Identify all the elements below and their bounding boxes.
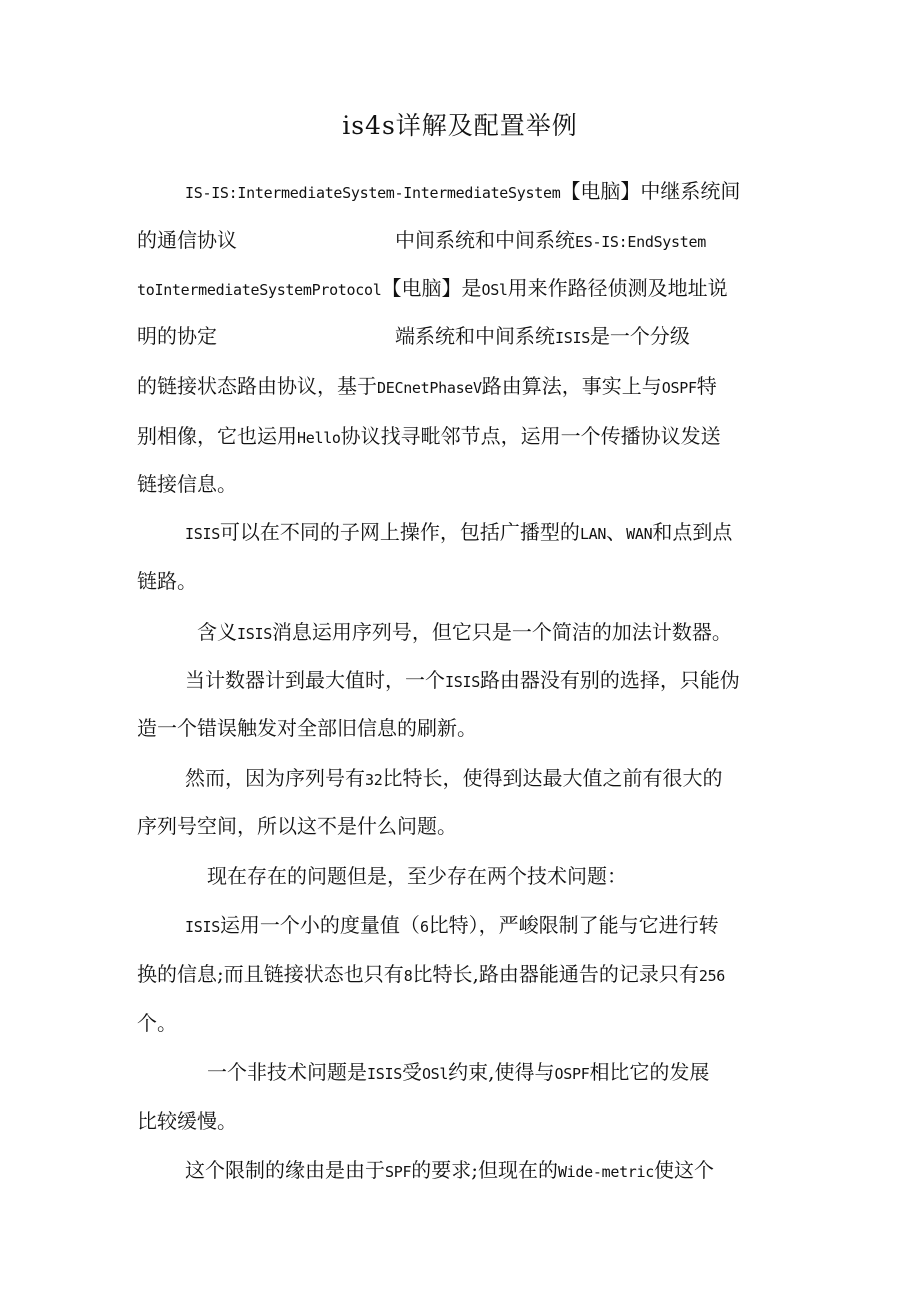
body-text: 一个非技术问题是 [207, 1060, 367, 1084]
paragraph-line [137, 469, 787, 499]
term-text: ISIS [367, 1065, 402, 1083]
body-text: 用来作路径侦测及地址说 [507, 276, 728, 300]
paragraph-line [137, 811, 787, 841]
body-text: 的链接状态路由协议，基于 [137, 374, 377, 398]
body-text: 运用一个小的度量值（ [219, 913, 420, 937]
paragraph-line [137, 713, 787, 743]
paragraph-line [137, 1008, 787, 1038]
term-text: ISIS [185, 525, 220, 543]
body-text: 【电脑】中继系统间 [560, 179, 741, 203]
body-text: 链路。 [137, 569, 197, 593]
term-text: Wide-metric [557, 1163, 654, 1181]
term-text: 8 [403, 967, 413, 985]
term-text: 6 [419, 918, 429, 936]
body-text: 消息运用序列号，但它只是一个简洁的加法计数器。 [271, 620, 732, 644]
paragraph-line [137, 371, 787, 401]
body-text: 受 [401, 1060, 422, 1084]
term-text: OSl [421, 1065, 449, 1083]
body-text: 的通信协议 [137, 228, 237, 252]
paragraph-line [185, 763, 787, 793]
body-text: 使这个 [654, 1158, 714, 1182]
paragraph-line [137, 421, 787, 451]
paragraph-line [185, 665, 787, 695]
body-text: 比较缓慢。 [137, 1109, 237, 1133]
paragraph-line [137, 273, 787, 303]
document-title: is4s详解及配置举例 [342, 111, 578, 140]
paragraph-line [207, 1057, 787, 1087]
term-text: Hello [297, 429, 341, 447]
body-text: 链接信息。 [137, 472, 237, 496]
paragraph-line [185, 1155, 787, 1185]
body-text: 这个限制的缘由是由于 [185, 1158, 385, 1182]
body-text: 约束,使得与 [448, 1060, 555, 1084]
paragraph-line [207, 861, 787, 891]
body-text: 个。 [137, 1011, 177, 1035]
body-text: 的要求;但现在的 [411, 1158, 558, 1182]
body-text: 当计数器计到最大值时，一个 [185, 668, 445, 692]
body-text: 路由器没有别的选择，只能伪 [479, 668, 740, 692]
body-text: 别相像，它也运用 [137, 424, 297, 448]
line-right-segment [395, 225, 706, 255]
body-text: 造一个错误触发对全部旧信息的刷新。 [137, 716, 477, 740]
term-text: ES-IS:EndSystem [575, 233, 706, 251]
body-text: 端系统和中间系统 [395, 324, 555, 348]
body-text: 和点到点 [652, 520, 733, 544]
term-text: SPF [385, 1163, 412, 1181]
term-text: LAN [579, 525, 607, 543]
paragraph-line [185, 176, 787, 206]
term-text: DECnetPhaseV [377, 379, 482, 397]
term-text: 256 [698, 967, 726, 985]
paragraph-line [185, 910, 787, 940]
paragraph-line [197, 617, 797, 647]
body-text: 相比它的发展 [589, 1060, 710, 1084]
body-text: 是一个分级 [589, 324, 690, 348]
paragraph-line [137, 959, 787, 989]
body-text: 【电脑】是 [381, 276, 482, 300]
term-text: 32 [365, 771, 383, 789]
body-text: 路由算法，事实上与 [481, 374, 662, 398]
term-text: toIntermediateSystemProtocol [137, 281, 382, 299]
paragraph-line [137, 321, 787, 351]
body-text: 换的信息;而且链接状态也只有 [137, 962, 404, 986]
paragraph-line [185, 517, 787, 547]
term-text: ISIS [445, 673, 480, 691]
term-text: ISIS [185, 918, 220, 936]
paragraph-line [137, 566, 787, 596]
line-right-segment [395, 321, 690, 351]
body-text: 含义 [197, 620, 237, 644]
term-text: OSPF [554, 1065, 590, 1083]
term-text: ISIS [237, 625, 272, 643]
paragraph-line [137, 1106, 787, 1136]
body-text: 比特），严峻限制了能与它进行转 [428, 913, 719, 937]
body-text: 序列号空间，所以这不是什么问题。 [137, 814, 457, 838]
body-text: 可以在不同的子网上操作，包括广播型的 [219, 520, 580, 544]
term-text: WAN [626, 525, 653, 543]
body-text: 中间系统和中间系统 [395, 228, 575, 252]
body-text: 、 [606, 520, 627, 544]
term-text: ISIS [555, 329, 590, 347]
paragraph-line [137, 225, 787, 255]
body-text: 明的协定 [137, 324, 217, 348]
body-text: 比特长，使得到达最大值之前有很大的 [382, 766, 723, 790]
body-text: 特 [696, 374, 717, 398]
body-text: 现在存在的问题但是，至少存在两个技术问题： [207, 864, 627, 888]
term-text: OSl [481, 281, 508, 299]
term-text: OSPF [661, 379, 697, 397]
body-text: 然而，因为序列号有 [185, 766, 365, 790]
body-text: 协议找寻毗邻节点，运用一个传播协议发送 [340, 424, 721, 448]
body-text: 比特长,路由器能通告的记录只有 [412, 962, 699, 986]
term-text: IS-IS:IntermediateSystem-IntermediateSystem [185, 184, 561, 202]
